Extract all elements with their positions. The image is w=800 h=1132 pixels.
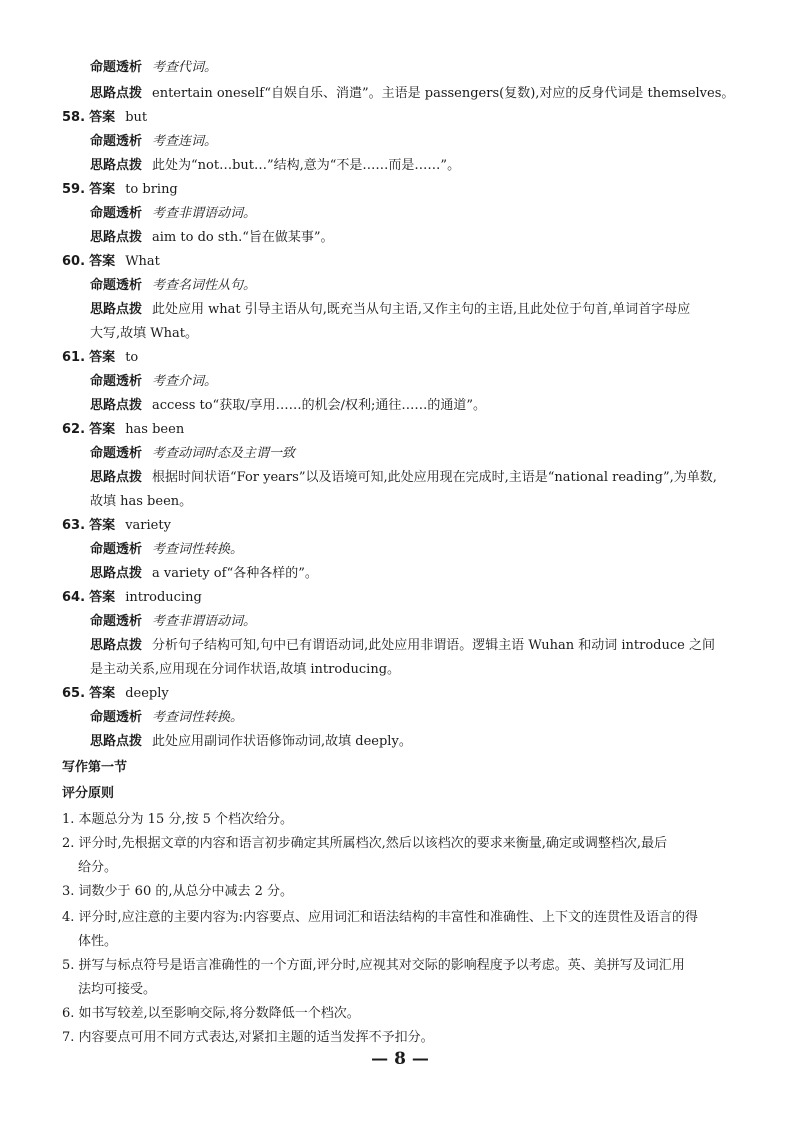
analysis-text: 考查连词。	[152, 134, 218, 149]
answer-row	[0, 589, 800, 607]
analysis-text: 考查词性转换。	[152, 542, 244, 557]
question-number: 64.	[62, 590, 86, 605]
answer-label: 答案	[89, 254, 116, 269]
answer-row	[0, 181, 800, 199]
answer-value: What	[125, 254, 160, 269]
hint-text: 此处应用 what 引导主语从句,既充当从句主语,又作主句的主语,且此处位于句首,单词首字母应	[152, 302, 691, 317]
rule-item: 4. 评分时,应注意的主要内容为:内容要点、应用词汇和语法结构的丰富性和准确性、上下文的连贯性及语言的得	[62, 910, 699, 925]
hint-text: 此处为“not…but…”结构,意为“不是……而是……”。	[152, 158, 461, 173]
answer-label: 答案	[89, 350, 116, 365]
hint-text: 分析句子结构可知,句中已有谓语动词,此处应用非谓语。逻辑主语 Wuhan 和动词 introduce 之间	[152, 638, 715, 653]
analysis-label: 命题透析	[90, 446, 143, 461]
intro-hint-row	[0, 85, 800, 103]
answer-value: deeply	[125, 686, 169, 701]
answer-row	[0, 517, 800, 535]
analysis-text: 考查非谓语动词。	[152, 206, 257, 221]
analysis-row	[0, 613, 800, 631]
hint-text: 大写,故填 What。	[90, 326, 198, 341]
rule-continuation: 法均可接受。	[78, 982, 157, 997]
answer-value: to	[125, 350, 139, 365]
question-number: 65.	[62, 686, 86, 701]
intro-analysis-row	[0, 59, 800, 77]
rule-item: 5. 拼写与标点符号是语言准确性的一个方面,评分时,应视其对交际的影响程度予以考虑。英、美拼写及词汇用	[62, 958, 685, 973]
answer-label: 答案	[89, 686, 116, 701]
hint-row	[0, 229, 800, 247]
hint-text: 此处应用副词作状语修饰动词,故填 deeply。	[152, 734, 412, 749]
hint-text: a variety of“各种各样的”。	[152, 566, 318, 581]
analysis-label: 命题透析	[90, 710, 143, 725]
criteria-title: 评分原则	[62, 786, 115, 801]
hint-label: 思路点拨	[90, 230, 143, 245]
analysis-row	[0, 373, 800, 391]
hint-row	[0, 157, 800, 175]
answer-row	[0, 253, 800, 271]
question-number: 60.	[62, 254, 86, 269]
analysis-text: 考查动词时态及主谓一致	[152, 446, 296, 461]
analysis-row	[0, 133, 800, 151]
analysis-text: 考查名词性从句。	[152, 278, 257, 293]
hint-row	[0, 565, 800, 583]
question-number: 58.	[62, 110, 86, 125]
hint-text: 是主动关系,应用现在分词作状语,故填 introducing。	[90, 662, 401, 677]
answer-value: introducing	[125, 590, 202, 605]
analysis-label: 命题透析	[90, 60, 143, 75]
answer-label: 答案	[89, 590, 116, 605]
hint-row	[0, 733, 800, 751]
answer-row	[0, 109, 800, 127]
question-number: 59.	[62, 182, 86, 197]
rule-item: 7. 内容要点可用不同方式表达,对紧扣主题的适当发挥不予扣分。	[62, 1030, 434, 1045]
rule-continuation: 给分。	[78, 860, 118, 875]
hint-text: 故填 has been。	[90, 494, 193, 509]
hint-continuation	[0, 661, 800, 679]
section-title: 写作第一节	[62, 760, 128, 775]
answer-value: to bring	[125, 182, 178, 197]
hint-label: 思路点拨	[90, 158, 143, 173]
page-number: — 8 —	[371, 1049, 429, 1069]
rule-item: 6. 如书写较差,以至影响交际,将分数降低一个档次。	[62, 1006, 360, 1021]
analysis-label: 命题透析	[90, 278, 143, 293]
analysis-row	[0, 445, 800, 463]
analysis-label: 命题透析	[90, 614, 143, 629]
answer-label: 答案	[89, 422, 116, 437]
analysis-label: 命题透析	[90, 134, 143, 149]
question-number: 62.	[62, 422, 86, 437]
analysis-text: 考查词性转换。	[152, 710, 244, 725]
analysis-row	[0, 541, 800, 559]
hint-label: 思路点拨	[90, 86, 143, 101]
answer-label: 答案	[89, 182, 116, 197]
hint-label: 思路点拨	[90, 302, 143, 317]
hint-text: access to“获取/享用……的机会/权利;通往……的通道”。	[152, 398, 486, 413]
question-number: 63.	[62, 518, 86, 533]
answer-value: but	[125, 110, 148, 125]
hint-continuation	[0, 325, 800, 343]
hint-label: 思路点拨	[90, 398, 143, 413]
question-number: 61.	[62, 350, 86, 365]
hint-row	[0, 469, 800, 487]
answer-row	[0, 685, 800, 703]
analysis-text: 考查代词。	[152, 60, 218, 75]
answer-value: variety	[125, 518, 171, 533]
rule-continuation: 体性。	[78, 934, 118, 949]
hint-label: 思路点拨	[90, 734, 143, 749]
rule-item: 1. 本题总分为 15 分,按 5 个档次给分。	[62, 812, 294, 827]
hint-label: 思路点拨	[90, 566, 143, 581]
analysis-label: 命题透析	[90, 374, 143, 389]
rule-item: 2. 评分时,先根据文章的内容和语言初步确定其所属档次,然后以该档次的要求来衡量,确定或调整档次,最后	[62, 836, 668, 851]
hint-label: 思路点拨	[90, 638, 143, 653]
hint-row	[0, 301, 800, 319]
hint-row	[0, 397, 800, 415]
analysis-label: 命题透析	[90, 542, 143, 557]
hint-row	[0, 637, 800, 655]
hint-label: 思路点拨	[90, 470, 143, 485]
answer-value: has been	[125, 422, 185, 437]
analysis-row	[0, 205, 800, 223]
hint-continuation	[0, 493, 800, 511]
hint-text: entertain oneself“自娱自乐、消遣”。主语是 passengers(复数),对应的反身代词是 themselves。	[152, 86, 735, 101]
answer-row	[0, 421, 800, 439]
hint-text: 根据时间状语“For years”以及语境可知,此处应用现在完成时,主语是“national reading”,为单数,	[152, 470, 717, 485]
answer-label: 答案	[89, 518, 116, 533]
hint-text: aim to do sth.“旨在做某事”。	[152, 230, 334, 245]
analysis-row	[0, 709, 800, 727]
answer-row	[0, 349, 800, 367]
analysis-label: 命题透析	[90, 206, 143, 221]
analysis-row	[0, 277, 800, 295]
rule-item: 3. 词数少于 60 的,从总分中减去 2 分。	[62, 884, 294, 899]
analysis-text: 考查介词。	[152, 374, 218, 389]
analysis-text: 考查非谓语动词。	[152, 614, 257, 629]
answer-label: 答案	[89, 110, 116, 125]
